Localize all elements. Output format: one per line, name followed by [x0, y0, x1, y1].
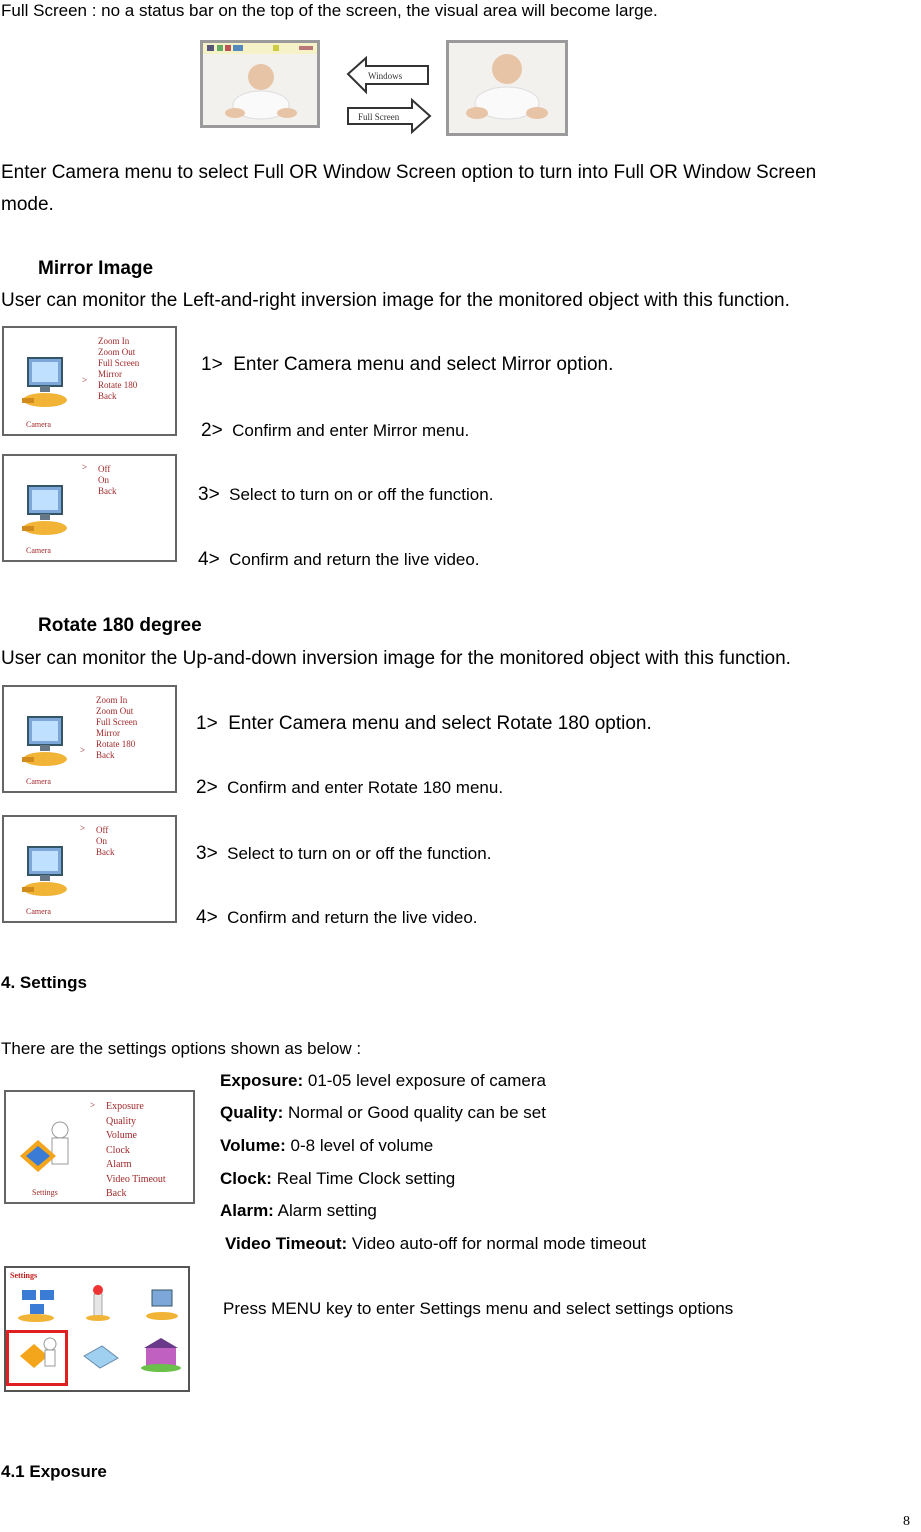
selected-settings-highlight	[6, 1330, 68, 1386]
menu-item: Quality	[106, 1115, 136, 1127]
menu-item: Off	[96, 825, 109, 835]
settings-user-icon	[16, 1116, 80, 1180]
rotate-heading: Rotate 180 degree	[38, 615, 202, 636]
menu-item: Full Screen	[96, 717, 138, 727]
mode-arrows	[344, 52, 434, 142]
menu-item: Back	[96, 750, 115, 760]
mirror-menu-screenshot	[2, 454, 177, 562]
mirror-step-1: 1> Enter Camera menu and select Mirror option.	[201, 354, 614, 375]
camera-computer-icon	[18, 715, 74, 773]
full-screen-arrow-label: Full Screen	[358, 112, 400, 122]
menu-item: On	[98, 475, 109, 485]
camera-computer-icon	[18, 356, 74, 414]
camera-computer-icon	[18, 484, 74, 542]
rotate-step-4: 4> Confirm and return the live video.	[196, 907, 478, 928]
baby-photo-icon	[449, 43, 565, 133]
exposure-heading: 4.1 Exposure	[1, 1462, 107, 1481]
menu-item: Exposure	[106, 1101, 144, 1112]
menu-caret: >	[82, 462, 88, 472]
menu-item: Clock	[106, 1144, 130, 1156]
page-number: 8	[903, 1514, 910, 1529]
menu-item: Video Timeout	[106, 1173, 166, 1185]
grid-title: Settings	[10, 1271, 38, 1280]
baby-photo-icon	[203, 55, 317, 127]
setting-video-timeout: Video Timeout: Video auto-off for normal mode timeout	[225, 1234, 647, 1253]
network-icon	[18, 1290, 54, 1322]
rotate-step-3: 3> Select to turn on or off the function.	[196, 843, 492, 864]
menu-item: Off	[98, 464, 111, 474]
menu-item: Zoom In	[96, 695, 128, 705]
mirror-step-3: 3> Select to turn on or off the function.	[198, 484, 494, 505]
menu-caret: >	[80, 745, 86, 755]
main-menu-grid-screenshot	[4, 1266, 190, 1392]
menu-item: Rotate 180	[96, 739, 136, 749]
menu-item: Mirror	[98, 369, 122, 379]
enter-camera-paragraph-line1: Enter Camera menu to select Full OR Window Screen option to turn into Full OR Window Screen	[1, 162, 817, 183]
mirror-menu-list	[98, 464, 117, 497]
mirror-image-heading: Mirror Image	[38, 258, 154, 279]
enter-camera-paragraph-line2: mode.	[1, 194, 54, 215]
rotate-menu-screenshot	[2, 815, 177, 923]
document-icon	[84, 1346, 118, 1368]
computer-icon	[146, 1290, 178, 1320]
menu-item: Mirror	[96, 728, 120, 738]
window-mode-screenshot	[200, 40, 320, 128]
rotate-step-1: 1> Enter Camera menu and select Rotate 180 option.	[196, 713, 652, 734]
settings-menu-list	[106, 1100, 166, 1202]
setting-quality: Quality: Normal or Good quality can be set	[220, 1103, 546, 1122]
menu-item: Rotate 180	[98, 380, 138, 390]
windows-arrow-label: Windows	[368, 71, 403, 81]
setting-exposure: Exposure: 01-05 level exposure of camera	[220, 1071, 546, 1090]
full-screen-screenshot	[446, 40, 568, 136]
menu-item: Back	[98, 486, 117, 496]
camera-caption: Camera	[26, 777, 51, 786]
setting-volume: Volume: 0-8 level of volume	[220, 1136, 434, 1155]
camera-caption: Camera	[26, 420, 51, 429]
camera-computer-icon	[18, 845, 74, 903]
rotate-step-2: 2> Confirm and enter Rotate 180 menu.	[196, 777, 504, 798]
rotate-menu-list	[96, 825, 115, 858]
camera-menu-list	[96, 695, 137, 761]
camera-menu-list	[98, 336, 139, 402]
setting-alarm: Alarm: Alarm setting	[220, 1201, 377, 1220]
settings-heading: 4. Settings	[1, 973, 87, 992]
rotate-description: User can monitor the Up-and-down inversion image for the monitored object with this function.	[1, 648, 791, 669]
menu-caret: >	[82, 375, 88, 385]
mirror-image-description: User can monitor the Left-and-right inversion image for the monitored object with this function.	[1, 290, 790, 311]
lighthouse-icon	[86, 1285, 110, 1321]
menu-item: On	[96, 836, 107, 846]
menu-item: Back	[98, 391, 117, 401]
camera-menu-screenshot	[2, 685, 177, 793]
settings-intro: There are the settings options shown as below :	[1, 1039, 362, 1058]
mirror-step-2: 2> Confirm and enter Mirror menu.	[201, 420, 470, 441]
menu-caret: >	[90, 1100, 96, 1110]
menu-item: Back	[106, 1188, 127, 1199]
press-menu-instruction: Press MENU key to enter Settings menu and select settings options	[223, 1299, 734, 1318]
menu-item: Zoom Out	[98, 347, 136, 357]
settings-caption: Settings	[32, 1188, 58, 1197]
settings-menu-screenshot	[4, 1090, 195, 1204]
menu-item: Zoom Out	[96, 706, 134, 716]
setting-clock: Clock: Real Time Clock setting	[220, 1169, 456, 1188]
camera-caption: Camera	[26, 546, 51, 555]
mirror-step-4: 4> Confirm and return the live video.	[198, 549, 480, 570]
menu-item: Zoom In	[98, 336, 130, 346]
menu-item: Volume	[106, 1130, 137, 1141]
camera-caption: Camera	[26, 907, 51, 916]
house-icon	[141, 1338, 181, 1372]
menu-item: Back	[96, 847, 115, 857]
menu-item: Full Screen	[98, 358, 140, 368]
camera-menu-screenshot	[2, 326, 177, 436]
menu-caret: >	[80, 823, 86, 833]
full-screen-description: Full Screen : no a status bar on the top of the screen, the visual area will become large.	[1, 1, 658, 20]
menu-item: Alarm	[106, 1159, 132, 1170]
